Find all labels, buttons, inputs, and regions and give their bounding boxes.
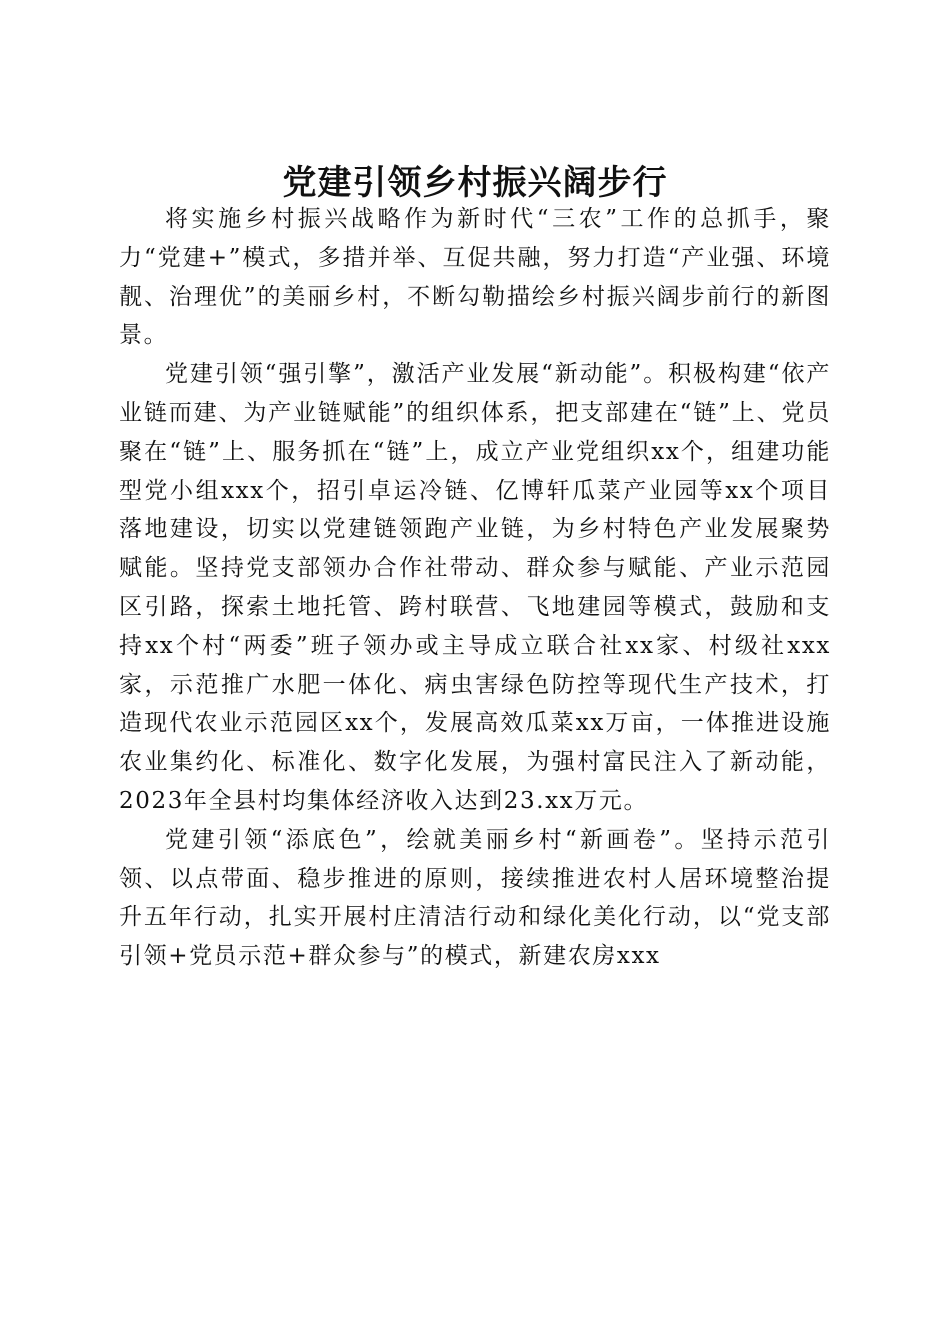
- document-title: 党建引领乡村振兴阔步行: [282, 162, 668, 203]
- paragraph-environment: 党建引领“添底色”，绘就美丽乡村“新画卷”。坚持示范引领、以点带面、稳步推进的原则，接续推进农村人居环境整治提升五年行动，扎实开展村庄清洁行动和绿化美化行动，以“党支部引领+党员示范+群众参与”的模式，新建农房xxx: [119, 826, 831, 970]
- paragraph-industry: 党建引领“强引擎”，激活产业发展“新动能”。积极构建“依产业链而建、为产业链赋能”的组织体系，把支部建在“链”上、党员聚在“链”上、服务抓在“链”上，成立产业党组织xx个，组建功能型党小组xxx个，招引卓运冷链、亿博轩瓜菜产业园等xx个项目落地建设，切实以党建链领跑产业链，为乡村特色产业发展聚势赋能。坚持党支部领办合作社带动、群众参与赋能、产业示范园区引路，探索土地托管、跨村联营、飞地建园等模式，鼓励和支持xx个村“两委”班子领办或主导成立联合社xx家、村级社xxx家，示范推广水肥一体化、病虫害绿色防控等现代生产技术，打造现代农业示范园区xx个，发展高效瓜菜xx万亩，一体推进设施农业集约化、标准化、数字化发展，为强村富民注入了新动能，2023年全县村均集体经济收入达到23.xx万元。: [119, 361, 831, 814]
- paragraph-intro: 将实施乡村振兴战略作为新时代“三农”工作的总抓手，聚力“党建+”模式，多措并举、互促共融，努力打造“产业强、环境靓、治理优”的美丽乡村，不断勾勒描绘乡村振兴阔步前行的新图景。: [119, 206, 831, 349]
- document-body: [119, 200, 831, 976]
